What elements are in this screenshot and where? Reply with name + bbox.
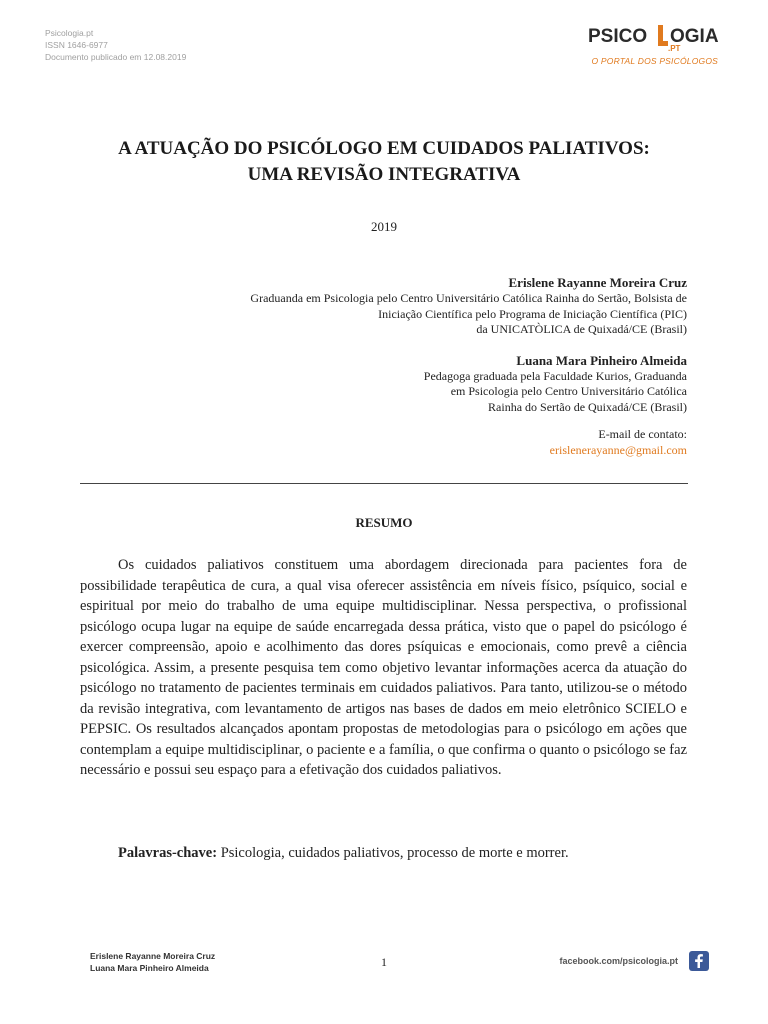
issn: ISSN 1646-6977 <box>45 40 108 50</box>
title-line-2: UMA REVISÃO INTEGRATIVA <box>247 164 521 185</box>
keywords <box>118 845 569 862</box>
contact-label: E-mail de contato: <box>598 427 687 441</box>
page-number: 1 <box>381 955 387 969</box>
keywords-label: Palavras-chave: <box>118 845 218 861</box>
year: 2019 <box>371 219 397 234</box>
header-meta <box>45 27 186 63</box>
author-affiliation: em Psicologia pelo Centro Universitário Católica <box>450 384 687 398</box>
author-affiliation: da UNICATÒLICA de Quixadá/CE (Brasil) <box>476 322 687 336</box>
author-affiliation: Rainha do Sertão de Quixadá/CE (Brasil) <box>488 399 687 414</box>
svg-text:PSICO: PSICO <box>588 26 648 47</box>
section-divider <box>80 483 688 484</box>
facebook-link[interactable]: facebook.com/psicologia.pt <box>559 956 678 966</box>
logo-tagline: O PORTAL DOS PSICÓLOGOS <box>591 56 718 66</box>
site-name: Psicologia.pt <box>45 28 94 38</box>
footer-author: Luana Mara Pinheiro Almeida <box>90 962 209 973</box>
author-affiliation: Pedagoga graduada pela Faculdade Kurios, Graduanda <box>423 368 687 383</box>
svg-text:OGIA: OGIA <box>670 26 719 47</box>
author-name: Luana Mara Pinheiro Almeida <box>516 352 687 368</box>
author-affiliation: Graduanda em Psicologia pelo Centro Universitário Católica Rainha do Sertão, Bolsista de <box>250 291 687 305</box>
title-line-1: A ATUAÇÃO DO PSICÓLOGO EM CUIDADOS PALIATIVOS: <box>118 138 650 159</box>
facebook-icon[interactable] <box>689 951 709 971</box>
author-affiliation: Iniciação Científica pelo Programa de Iniciação Científica (PIC) <box>378 306 687 321</box>
publication-date: Documento publicado em 12.08.2019 <box>45 52 187 62</box>
paper-title <box>60 136 708 188</box>
footer-author: Erislene Rayanne Moreira Cruz <box>90 951 216 961</box>
keywords-list: Psicologia, cuidados paliativos, processo de morte e morrer. <box>220 845 569 861</box>
author-name: Erislene Rayanne Moreira Cruz <box>508 275 687 290</box>
abstract-heading: RESUMO <box>355 515 413 530</box>
svg-text:.PT: .PT <box>668 44 681 53</box>
author-block <box>250 274 687 458</box>
contact-email[interactable]: erislenerayanne@gmail.com <box>549 442 687 457</box>
abstract-text: Os cuidados paliativos constituem uma abordagem direcionada para pacientes fora de possibilidade terapêutica de cura, a qual visa oferecer assistência em níveis físico, psíquico, social e espiritual por meio do trabalho de uma equipe multidisciplinar. Nessa perspectiva, o profissional psicólogo ocupa lugar na equipe de saúde encarregada dessa prática, visto que o papel do psicólogo é exercer compreensão, apoio e acolhimento das dores psíquicas e emocionais, como prevê a ciência psicológica. Assim, a presente pesquisa tem como objetivo levantar informações acerca da atuação do psicólogo no tratamento de pacientes terminais em cuidados paliativos. Para tanto, utilizou-se o método da revisão integrativa, com levantamento de artigos nas bases de dados em meio eletrônico SCIELO e PEPSIC. Os resultados alcançados apontam propostas de metodologias para o psicólogo em ações que contemplam a equipe multidisciplinar, o paciente e a família, o que confirma o quanto o psicólogo se faz necessário e possui seu espaço para a efetivação dos cuidados paliativos. <box>80 557 688 778</box>
